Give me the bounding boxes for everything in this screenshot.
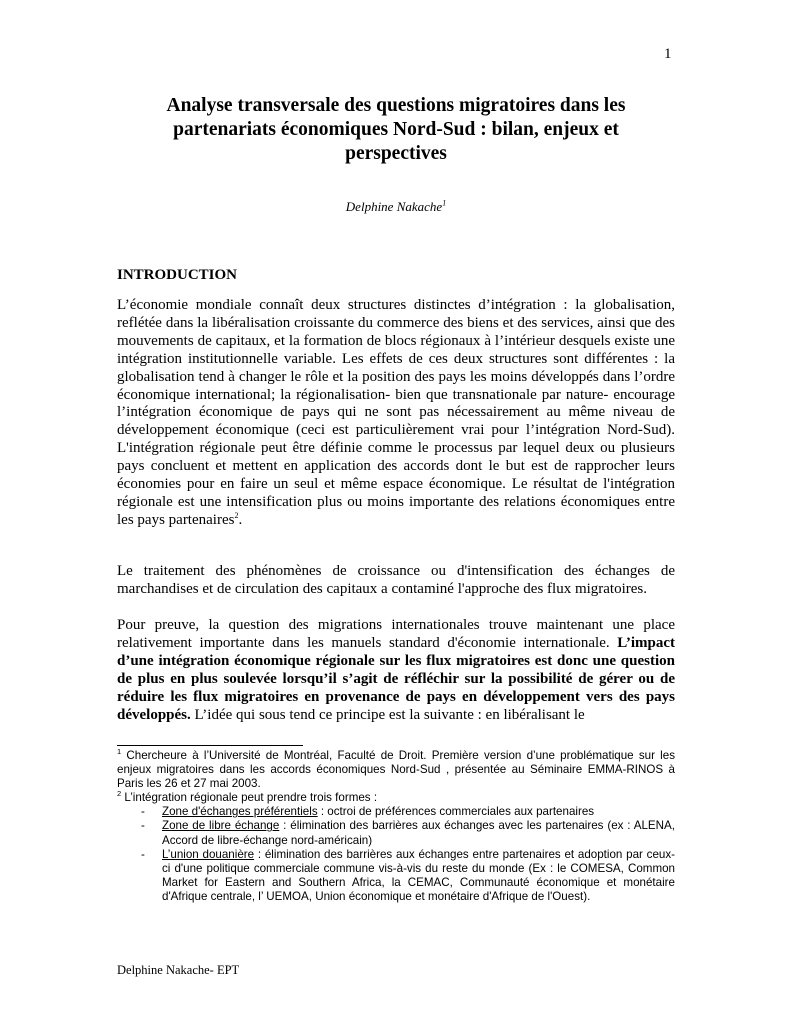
author-footnote-ref: 1 [442, 198, 447, 208]
list-item-text: : octroi de préférences commerciales aux partenaires [317, 805, 595, 819]
list-item-text: : élimination des barrières aux échanges avec les partenaires (ex : ALENA, Accord de libre-échange nord-américain) [162, 819, 675, 847]
list-dash: - [141, 819, 145, 833]
paragraph-3 [117, 617, 675, 724]
list-item-term: Zone d'échanges préférentiels [162, 805, 318, 819]
footnote-1-ref: 1 [117, 747, 122, 757]
paragraph-1 [117, 297, 675, 530]
paragraph-3-end: L’idée qui sous tend ce principe est la suivante : en libéralisant le [194, 706, 585, 723]
paragraph-1-text: L’économie mondiale connaît deux structures distinctes d’intégration : la globalisation, reflétée dans la libéralisation croissante du commerce des biens et des services, ainsi que des mouvements de capitaux, et la formation de blocs régionaux à l’intérieur desquels existe une intégration institutionnelle variable. Les effets de ces deux structures sont différentes : la globalisation tend à changer le rôle et la position des pays les moins développés dans l’ordre économique international; la régionalisation- bien que transnationale par nature- encourage l’intégration économique de pays qui ne sont pas nécessairement au même niveau de développement économique (ceci est particulièrement vrai pour l’intégration Nord-Sud). L'intégration régionale peut être définie comme le processus par lequel deux ou plusieurs pays concluent et mettent en application des accords dont le but est de rapprocher leurs économies pour en faire un seul et même espace économique. Le résultat de l'intégration régionale est une intensification plus ou moins importante des relations économiques entre les pays partenaires [117, 297, 675, 528]
footnotes [117, 749, 675, 904]
list-item [117, 819, 675, 847]
footnote-2-ref: 2 [117, 789, 122, 799]
list-item [117, 848, 675, 904]
page-number: 1 [664, 46, 672, 62]
footnote-2-text: L’intégration régionale peut prendre trois formes : [124, 791, 378, 805]
footnote-separator [117, 745, 303, 746]
list-item-term: Zone de libre échange [162, 819, 280, 833]
list-dash: - [141, 805, 145, 819]
list-item-text: : élimination des barrières aux échanges entre partenaires et adoption par ceux-ci d'une politique commerciale commune vis-à-vis du reste du monde (Ex : le COMESA, Common Market for Eastern and Southern Africa, la CEMAC, Communauté économique et monétaire d'Afrique centrale, l’ UEMOA, Union économique et monétaire d'Afrique de l'Ouest). [162, 847, 675, 903]
page-footer: Delphine Nakache- EPT [117, 963, 240, 977]
footnote-1 [117, 749, 675, 791]
list-item [117, 805, 675, 819]
paragraph-3-bold: L’impact d’une intégration économique régionale sur les flux migratoires est donc une question de plus en plus soulevée lorsqu’il s’agit de réfléchir sur la possibilité de gérer ou de réduire les flux migratoires en provenance de pays en développement vers des pays développés. [117, 634, 675, 723]
footnote-2-list [117, 805, 675, 904]
list-item-term: L’union douanière [162, 847, 255, 861]
footnote-ref-2: 2 [234, 510, 239, 520]
list-dash: - [141, 847, 145, 861]
author-name: Delphine Nakache [345, 199, 443, 214]
paragraph-3-start: Pour preuve, la question des migrations internationales trouve maintenant une place relativement importante dans les manuels standard d'économie internationale. [117, 617, 675, 651]
footnote-1-text: Chercheure à l’Université de Montréal, Faculté de Droit. Première version d’une problématique sur les enjeux migratoires dans les accords économiques Nord-Sud , présentée au Séminaire EMMA-RINOS à Paris les 26 et 27 mai 2003. [117, 749, 675, 791]
paragraph-1-end: . [238, 511, 243, 528]
paragraph-2: Le traitement des phénomènes de croissance ou d'intensification des échanges de marchandises et de circulation des capitaux a contaminé l'approche des flux migratoires. [117, 563, 675, 597]
document-title: Analyse transversale des questions migratoires dans les partenariats économiques Nord-Sud : bilan, enjeux et perspectives [166, 95, 626, 164]
section-heading: INTRODUCTION [117, 267, 238, 283]
footnote-2 [117, 791, 675, 805]
author-line [120, 199, 672, 215]
